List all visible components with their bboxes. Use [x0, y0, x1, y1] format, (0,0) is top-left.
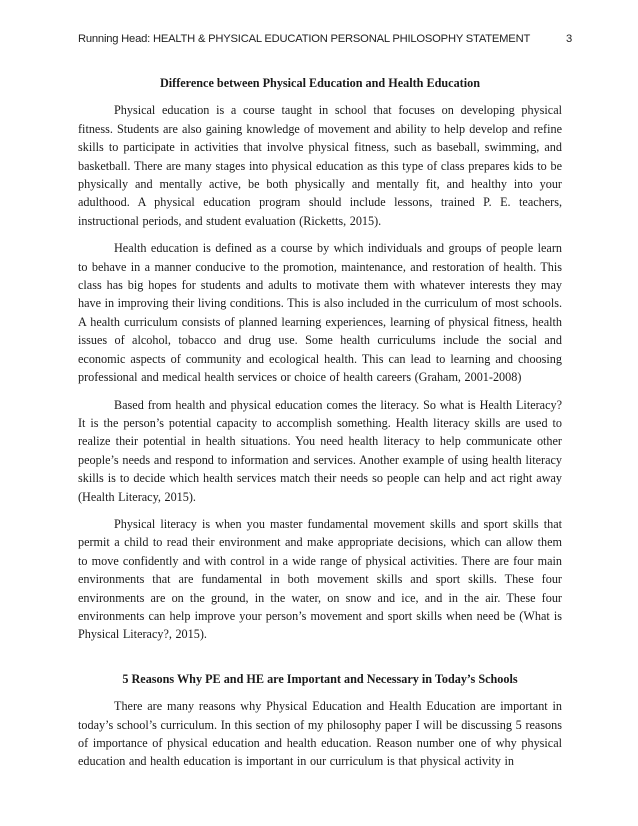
running-head-title: Running Head: HEALTH & PHYSICAL EDUCATION PERSONAL PHILOSOPHY STATEMENT — [78, 33, 531, 45]
paragraph: Physical education is a course taught in school that focuses on developing physical fitness. Students are also gaining knowledge of movement and ability to help develop and refine skills to participate in activities that involve physical fitness, such as baseball, swimming, and basketball. There are many stages into physical education as this type of class prepares kids to be physically and mentally active, be both physically and mentally fit, and healthy into your adulthood. A physical education program should include lessons, trained P. E. teachers, instructional periods, and student evaluation (Ricketts, 2015). — [78, 103, 562, 228]
page-number: 3 — [565, 33, 572, 45]
paragraph: There are many reasons why Physical Education and Health Education are important in today’s school’s curriculum. In this section of my philosophy paper I will be discussing 5 reasons of importance of physical education and health education. Reason number one of why physical education and health education is important in our curriculum is that physical activity in — [78, 699, 562, 769]
document-body — [78, 74, 562, 780]
section-reasons — [78, 670, 562, 771]
section-difference — [78, 74, 562, 644]
section-heading: 5 Reasons Why PE and HE are Important and Necessary in Today’s Schools — [122, 671, 518, 686]
paragraph: Health education is defined as a course by which individuals and groups of people learn to behave in a manner conducive to the promotion, maintenance, and restoration of health. This class has big hopes for students and adults to motivate them with whatever interests they may have in improving their living conditions. This is also included in the curriculum of most schools. A health curriculum consists of planned learning experiences, learning of physical fitness, health issues of alcohol, tobacco and drug use. Some health curriculums include the social and economic aspects of community and ecological health. This can lead to learning and choosing professional and medical health services or choice of health careers (Graham, 2001-2008) — [78, 241, 562, 385]
running-head — [78, 33, 572, 45]
section-heading: Difference between Physical Education and Health Education — [159, 76, 481, 90]
paragraph: Based from health and physical education comes the literacy. So what is Health Literacy? It is the person’s potential capacity to accomplish something. Health literacy skills are used to realize their potential in health situations. You need health literacy to help communicate other people’s needs and respond to information and services. Another example of using health literacy skills is to decide which health services match their needs so people can help and act right away (Health Literacy, 2015). — [78, 397, 562, 504]
paragraph: Physical literacy is when you master fundamental movement skills and sport skills that permit a child to read their environment and make appropriate decisions, which can allow them to move confidently and with control in a wide range of physical activities. There are four main environments that are fundamental in both movement skills and sport skills. These four environments are on the ground, in the water, on snow and ice, and in the air. These four environments can help improve your person’s movement and sport skills when need be (What is Physical Literacy?, 2015). — [78, 516, 562, 642]
